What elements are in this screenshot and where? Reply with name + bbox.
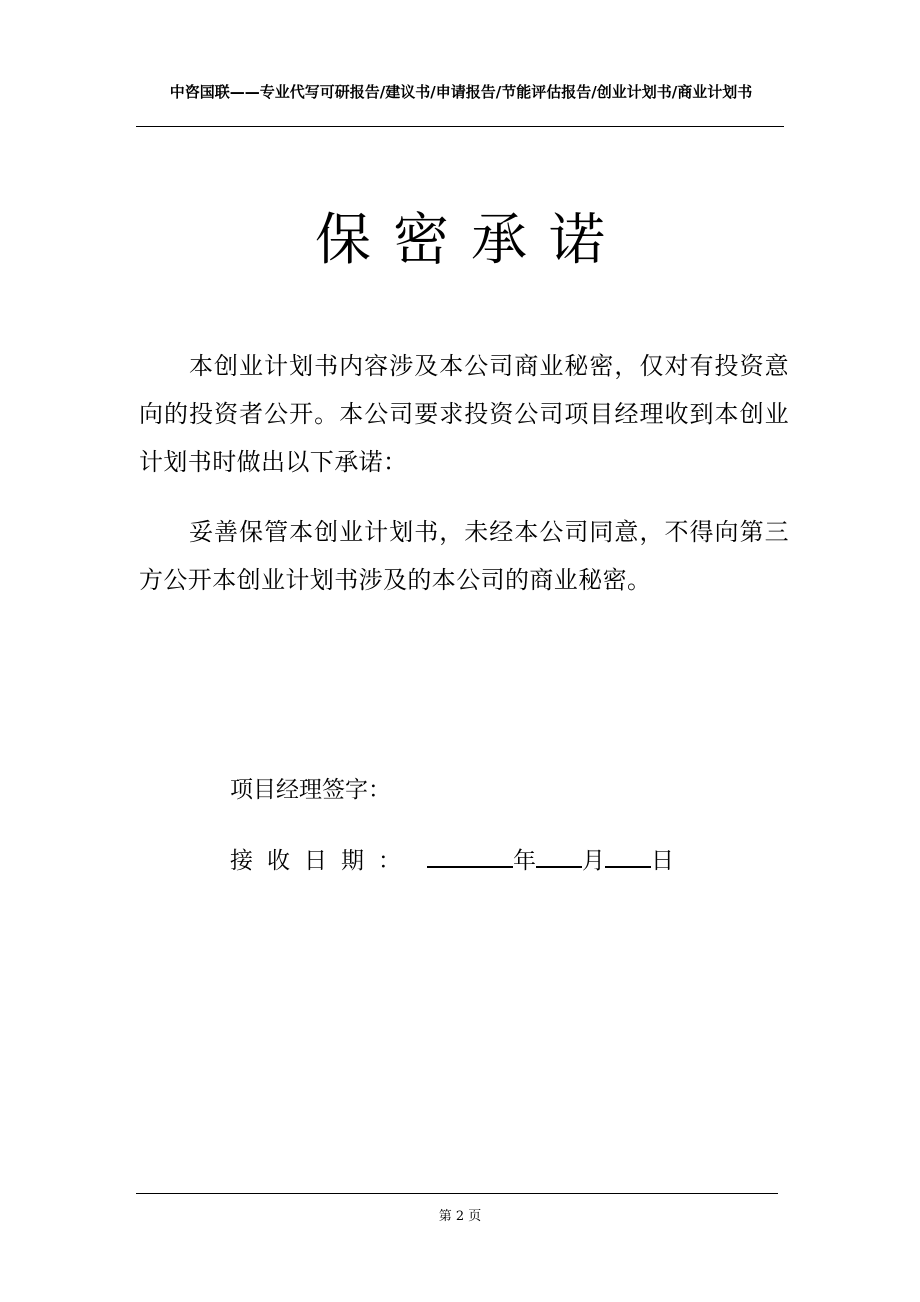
signature-label: 项目经理签字：	[230, 777, 391, 803]
header-divider	[136, 126, 784, 127]
date-label: 接收日期：	[230, 848, 415, 874]
running-header: 中咨国联——专业代写可研报告/建议书/申请报告/节能评估报告/创业计划书/商业计划书	[169, 83, 753, 101]
paragraph-commitment: 妥善保管本创业计划书，未经本公司同意，不得向第三方公开本创业计划书涉及的本公司的商业秘密。	[139, 518, 789, 594]
month-blank	[536, 840, 582, 868]
year-blank	[427, 840, 513, 868]
year-label: 年	[513, 848, 536, 874]
day-blank	[605, 840, 651, 868]
day-label: 日	[651, 848, 674, 874]
month-label: 月	[582, 848, 605, 874]
footer-divider	[136, 1193, 778, 1194]
page-number: 第 2 页	[438, 1209, 482, 1224]
date-line	[230, 840, 674, 879]
paragraph-intro: 本创业计划书内容涉及本公司商业秘密，仅对有投资意向的投资者公开。本公司要求投资公司项目经理收到本创业计划书时做出以下承诺：	[139, 352, 789, 476]
page-title: 保密承诺	[315, 208, 627, 273]
